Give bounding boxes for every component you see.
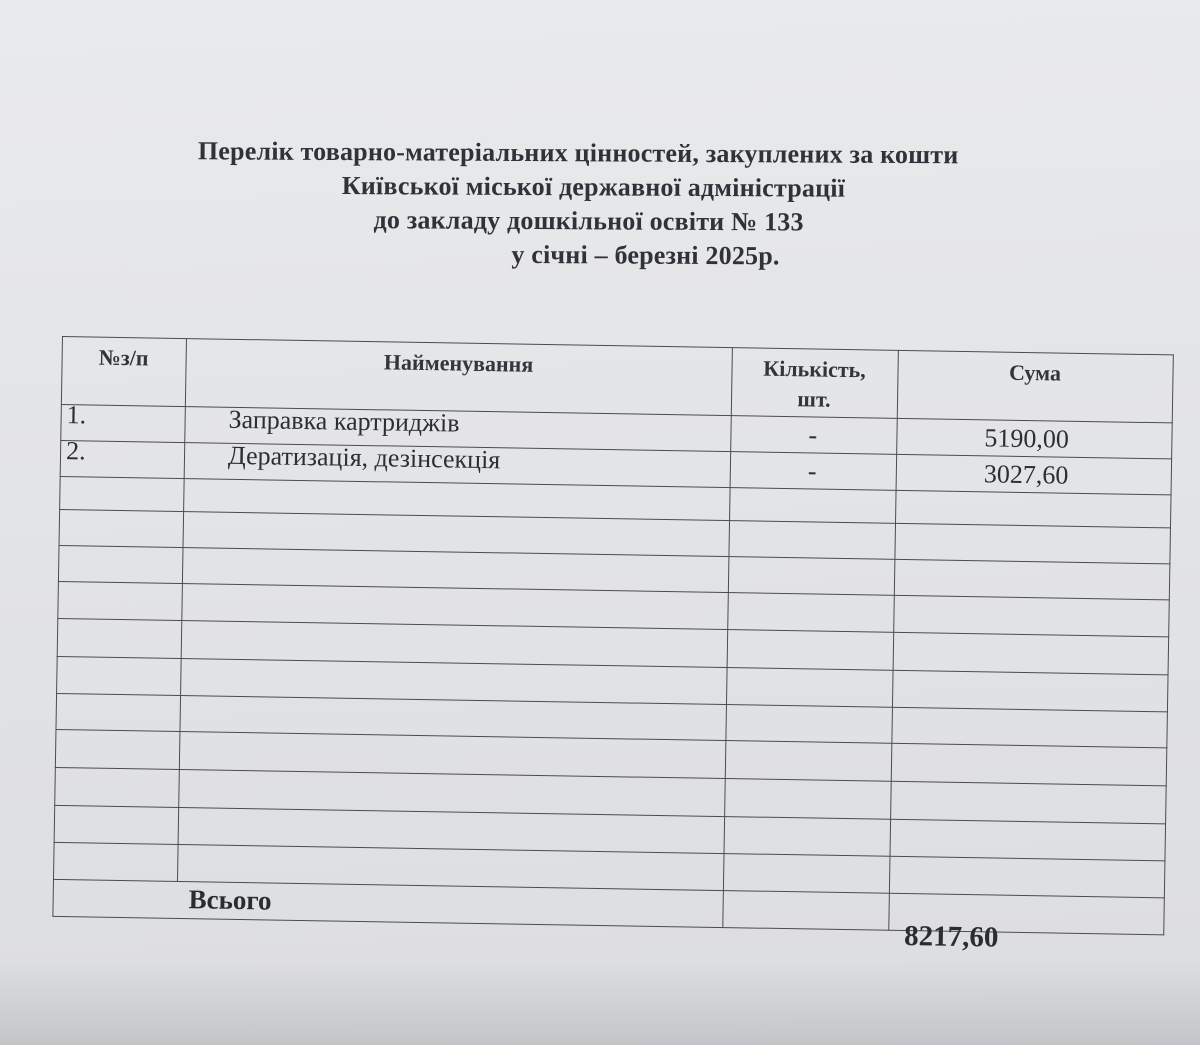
column-divider-name — [722, 347, 733, 928]
row-divider — [56, 693, 1168, 712]
paper-shadow — [0, 960, 1200, 1045]
row-divider — [55, 767, 1167, 786]
document-title — [140, 136, 1150, 271]
title-line-2: Київської міської державної адміністрації — [341, 171, 846, 203]
row-2-sum: 3027,60 — [983, 459, 1069, 490]
header-number: №з/п — [98, 344, 149, 371]
row-divider — [54, 842, 1166, 861]
row-2-quantity: - — [807, 456, 817, 486]
header-name: Найменування — [383, 349, 534, 377]
row-2-number: 2. — [65, 436, 86, 466]
total-value: 8217,60 — [903, 920, 999, 954]
row-1-sum: 5190,00 — [984, 423, 1070, 454]
table-border-left — [52, 336, 63, 917]
row-divider — [58, 581, 1170, 600]
row-divider — [57, 618, 1169, 637]
row-divider — [54, 805, 1166, 824]
title-line-3: до закладу дошкільної освіти № 133 — [373, 205, 804, 237]
row-divider — [57, 656, 1169, 675]
row-2-name: Дератизація, дезінсекція — [227, 440, 501, 475]
goods-table — [52, 336, 1174, 954]
row-divider — [59, 509, 1171, 528]
row-1-name: Заправка картриджів — [228, 404, 460, 438]
table-border-right — [1163, 354, 1174, 935]
column-divider-number — [177, 338, 187, 882]
header-sum: Сума — [1008, 359, 1062, 386]
total-label: Всього — [188, 884, 272, 916]
row-divider — [55, 729, 1167, 748]
column-divider-quantity — [888, 350, 899, 931]
row-divider — [59, 545, 1171, 564]
header-quantity: Кількість, шт. — [763, 355, 867, 412]
row-1-number: 1. — [66, 400, 87, 430]
row-1-quantity: - — [808, 420, 818, 450]
title-line-4: у січні – березні 2025р. — [511, 239, 780, 271]
title-line-1: Перелік товарно-матеріальних цінностей, закуплених за кошти — [197, 136, 959, 170]
